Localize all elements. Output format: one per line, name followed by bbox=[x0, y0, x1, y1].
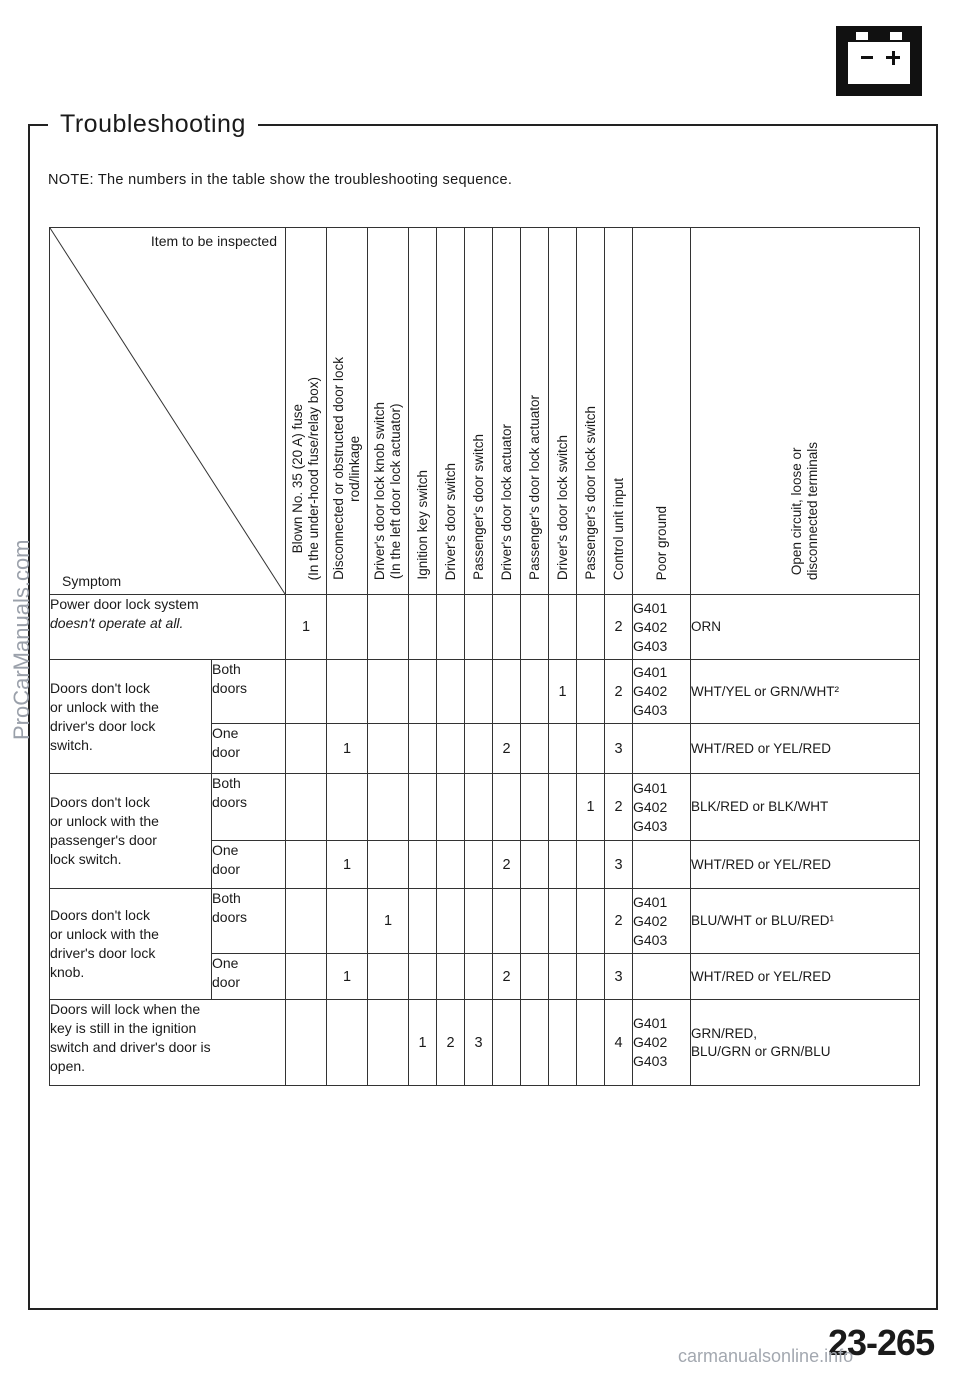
door-count-cell: One door bbox=[212, 841, 286, 889]
wire-cell: WHT/RED or YEL/RED bbox=[691, 724, 920, 774]
note-text: NOTE: The numbers in the table show the troubleshooting sequence. bbox=[48, 172, 513, 188]
ground-cell: G401 G402 G403 bbox=[633, 1000, 691, 1086]
symptom-group-cell: Doors don't lock or unlock with the driver's door lock switch. bbox=[50, 660, 212, 774]
table-row: Doors will lock when the key is still in the ignition switch and driver's door is open. 1 2 3 4 G401 G402 G403 GRN/RED, BLU/GRN or GRN/BLU bbox=[50, 1000, 920, 1086]
table-row: One door 1 2 3 WHT/RED or YEL/RED bbox=[50, 841, 920, 889]
column-header-control-unit-input: Control unit input bbox=[605, 228, 633, 595]
symptom-group-cell: Doors don't lock or unlock with the driver's door lock knob. bbox=[50, 889, 212, 1000]
ground-cell: G401 G402 G403 bbox=[633, 660, 691, 724]
page-title: Troubleshooting bbox=[48, 110, 258, 139]
symptom-group-cell: Doors don't lock or unlock with the passenger's door lock switch. bbox=[50, 774, 212, 889]
table-row: One door 1 2 3 WHT/RED or YEL/RED bbox=[50, 954, 920, 1000]
door-count-cell: One door bbox=[212, 954, 286, 1000]
door-count-cell: Both doors bbox=[212, 660, 286, 724]
symptom-cell: Doors will lock when the key is still in the ignition switch and driver's door is open. bbox=[50, 1000, 286, 1086]
wire-cell: WHT/RED or YEL/RED bbox=[691, 954, 920, 1000]
column-header-drivers-lock-switch: Driver's door lock switch bbox=[549, 228, 577, 595]
door-count-cell: Both doors bbox=[212, 774, 286, 841]
wire-cell: WHT/RED or YEL/RED bbox=[691, 841, 920, 889]
ground-cell bbox=[633, 724, 691, 774]
table-row: Power door lock system doesn't operate at all. 1 2 G401 G402 G403 ORN bbox=[50, 595, 920, 660]
table-row: One door 1 2 3 WHT/RED or YEL/RED bbox=[50, 724, 920, 774]
column-header-passengers-actuator: Passenger's door lock actuator bbox=[521, 228, 549, 595]
column-header-drivers-door-switch: Driver's door switch bbox=[437, 228, 465, 595]
door-count-cell: One door bbox=[212, 724, 286, 774]
table-row: Doors don't lock or unlock with the passenger's door lock switch. Both doors 1 2 G401 G402 G403 BLK/RED or BLK/WHT bbox=[50, 774, 920, 841]
header-corner bbox=[50, 228, 286, 595]
wire-cell: WHT/YEL or GRN/WHT² bbox=[691, 660, 920, 724]
symptom-label: Symptom bbox=[62, 573, 122, 589]
column-header-passengers-door-switch: Passenger's door switch bbox=[465, 228, 493, 595]
wire-cell: ORN bbox=[691, 595, 920, 660]
symptom-cell: Power door lock system doesn't operate at all. bbox=[50, 595, 286, 660]
column-header-linkage: Disconnected or obstructed door lock rod/linkage bbox=[327, 228, 368, 595]
watermark-bottom: carmanualsonline.info bbox=[678, 1346, 854, 1366]
wire-cell: BLK/RED or BLK/WHT bbox=[691, 774, 920, 841]
ground-cell: G401 G402 G403 bbox=[633, 774, 691, 841]
battery-icon bbox=[836, 26, 922, 96]
page-number: 23-265 bbox=[828, 1322, 935, 1363]
ground-cell bbox=[633, 841, 691, 889]
ground-cell bbox=[633, 954, 691, 1000]
column-header-knob-switch: Driver's door lock knob switch (In the left door lock actuator) bbox=[368, 228, 409, 595]
column-header-passengers-lock-switch: Passenger's door lock switch bbox=[577, 228, 605, 595]
table-row: Doors don't lock or unlock with the driver's door lock knob. Both doors 1 2 G401 G402 G403 BLU/WHT or BLU/RED¹ bbox=[50, 889, 920, 954]
ground-cell: G401 G402 G403 bbox=[633, 595, 691, 660]
diagonal-line bbox=[50, 228, 285, 594]
column-header-poor-ground: Poor ground bbox=[633, 228, 691, 595]
door-count-cell: Both doors bbox=[212, 889, 286, 954]
ground-cell: G401 G402 G403 bbox=[633, 889, 691, 954]
item-to-be-inspected-label: Item to be inspected bbox=[150, 233, 277, 249]
column-header-open-circuit: Open circuit, loose or disconnected terminals bbox=[691, 228, 920, 595]
column-header-ignition-key-switch: Ignition key switch bbox=[409, 228, 437, 595]
troubleshooting-table bbox=[49, 227, 920, 1086]
wire-cell: GRN/RED, BLU/GRN or GRN/BLU bbox=[691, 1000, 920, 1086]
wire-cell: BLU/WHT or BLU/RED¹ bbox=[691, 889, 920, 954]
column-header-fuse: Blown No. 35 (20 A) fuse (In the under-hood fuse/relay box) bbox=[286, 228, 327, 595]
column-header-drivers-actuator: Driver's door lock actuator bbox=[493, 228, 521, 595]
table-row: Doors don't lock or unlock with the driver's door lock switch. Both doors 1 2 G401 G402 G403 WHT/YEL or GRN/WHT² bbox=[50, 660, 920, 724]
header-row bbox=[50, 228, 920, 595]
watermark-left: ProCarManuals.com bbox=[9, 539, 34, 740]
